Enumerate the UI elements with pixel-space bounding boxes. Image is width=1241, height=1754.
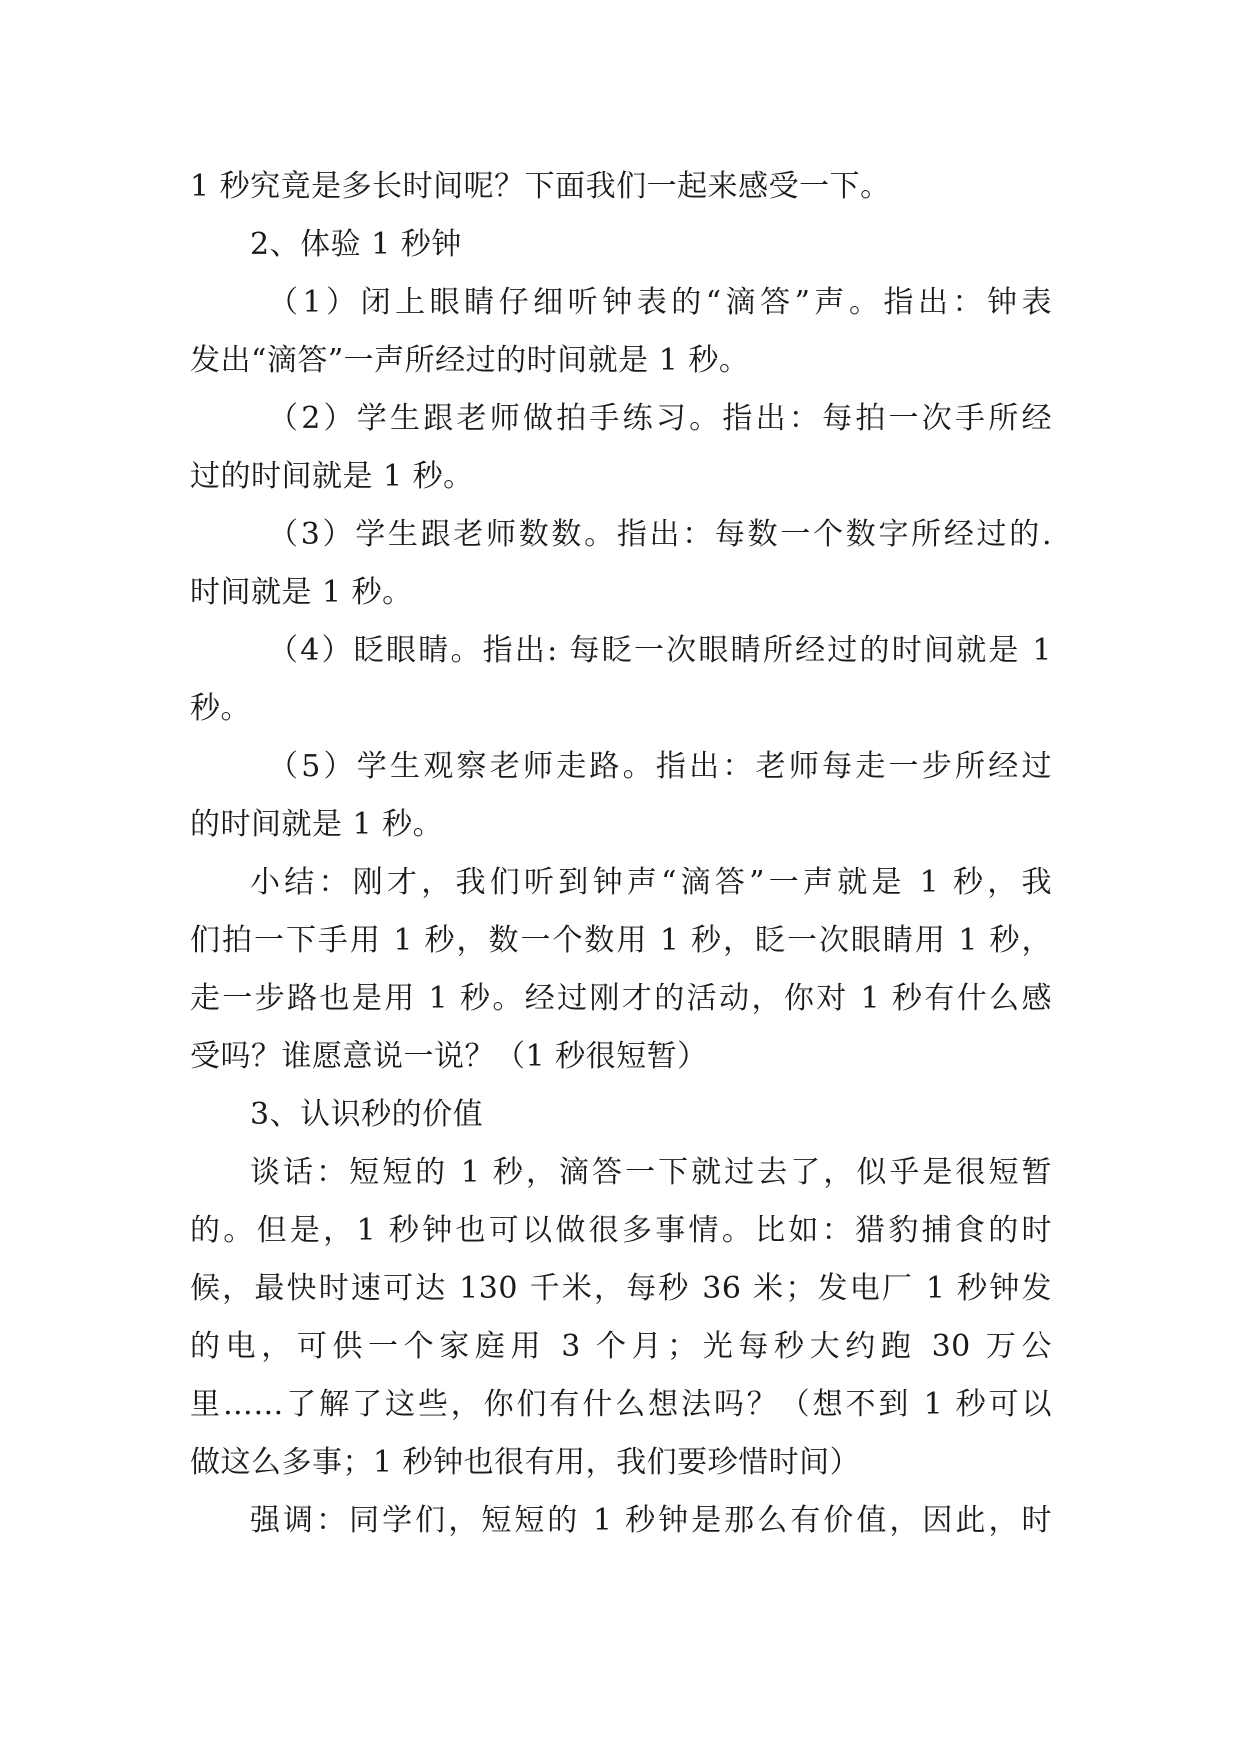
text-line: （3）学生跟老师数数。指出：每数一个数字所经过的. — [268, 517, 1052, 552]
text-line: 受吗？谁愿意说一说？（1 秒很短暂） — [190, 1039, 708, 1074]
text-line: 的时间就是 1 秒。 — [190, 807, 444, 842]
text-line: （5）学生观察老师走路。指出：老师每走一步所经过 — [268, 749, 1052, 784]
text-line: 们拍一下手用 1 秒，数一个数用 1 秒，眨一次眼睛用 1 秒， — [190, 923, 1052, 958]
text-line: 的电，可供一个家庭用 3 个月；光每秒大约跑 30 万公 — [190, 1329, 1052, 1364]
text-line: 发出“滴答”一声所经过的时间就是 1 秒。 — [190, 343, 750, 378]
text-line: 过的时间就是 1 秒。 — [190, 459, 474, 494]
text-line: 候，最快时速可达 130 千米，每秒 36 米；发电厂 1 秒钟发 — [190, 1271, 1052, 1306]
text-line: 里……了解了这些，你们有什么想法吗？（想不到 1 秒可以 — [190, 1387, 1052, 1422]
text-line: （1）闭上眼睛仔细听钟表的“滴答”声。指出：钟表 — [268, 285, 1052, 320]
text-line: 1 秒究竟是多长时间呢？下面我们一起来感受一下。 — [190, 169, 891, 204]
text-line: 时间就是 1 秒。 — [190, 575, 413, 610]
text-line: 小结：刚才，我们听到钟声“滴答”一声就是 1 秒，我 — [250, 865, 1052, 900]
text-line: 做这么多事；1 秒钟也很有用，我们要珍惜时间） — [190, 1445, 861, 1480]
document-body — [190, 158, 1052, 1550]
text-line: 谈话：短短的 1 秒，滴答一下就过去了，似乎是很短暂 — [250, 1155, 1052, 1190]
text-line: （4）眨眼睛。指出: 每眨一次眼睛所经过的时间就是 1 — [268, 633, 1052, 668]
text-line: 走一步路也是用 1 秒。经过刚才的活动，你对 1 秒有什么感 — [190, 981, 1052, 1016]
text-line: （2）学生跟老师做拍手练习。指出：每拍一次手所经 — [268, 401, 1052, 436]
section-heading: 2、体验 1 秒钟 — [250, 227, 462, 262]
text-line: 秒。 — [190, 691, 251, 726]
text-line: 的。但是，1 秒钟也可以做很多事情。比如：猎豹捕食的时 — [190, 1213, 1052, 1248]
section-heading: 3、认识秒的价值 — [250, 1097, 484, 1132]
text-line: 强调：同学们，短短的 1 秒钟是那么有价值，因此，时 — [250, 1503, 1052, 1538]
